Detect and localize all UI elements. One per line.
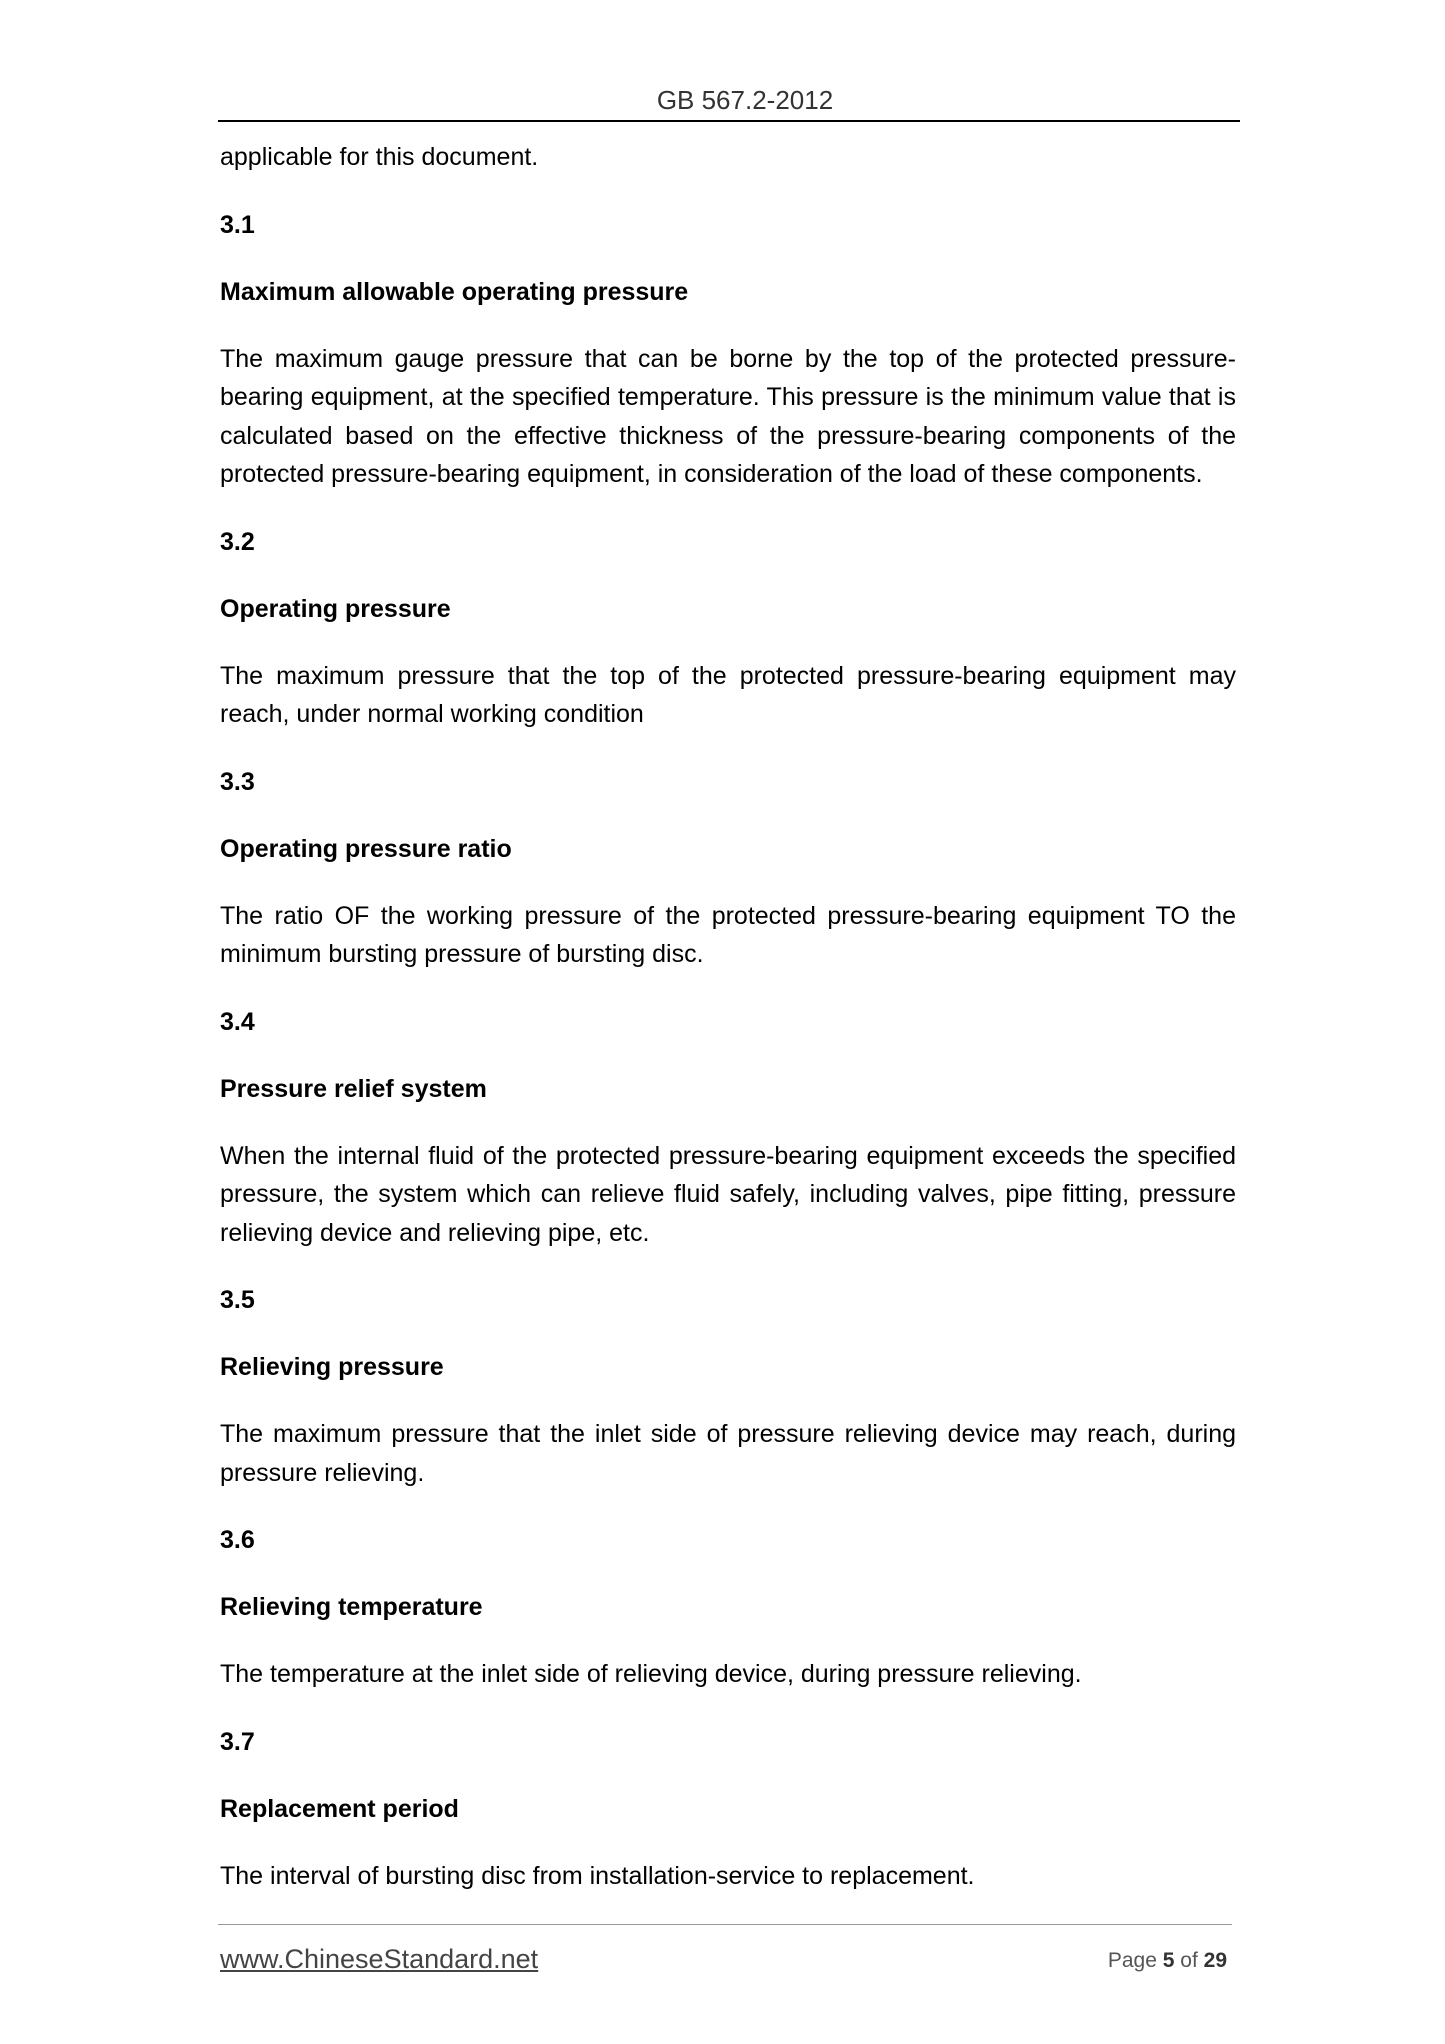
- section-number: 3.5: [220, 1286, 255, 1314]
- section-definition: When the internal fluid of the protected pressure-bearing equipment exceeds the specified pressure, the system which can relieve fluid safely, including valves, pipe fitting, pressure relieving device and relieving pipe, etc.: [220, 1141, 1236, 1247]
- section-term: Replacement period: [220, 1794, 459, 1823]
- section-term: Relieving pressure: [220, 1353, 444, 1381]
- section-number: 3.3: [220, 767, 255, 796]
- section-term: Maximum allowable operating pressure: [220, 277, 689, 306]
- section-definition: The ratio OF the working pressure of the protected pressure-bearing equipment TO the minimum bursting pressure of bursting disc.: [220, 901, 1236, 968]
- page-counter: [1108, 1949, 1227, 1973]
- section-number: 3.2: [220, 527, 255, 556]
- page-header: [218, 84, 1240, 122]
- website-link[interactable]: www.ChineseStandard.net: [220, 1944, 539, 1974]
- page-content: [220, 138, 1236, 1924]
- section-3-3: [220, 763, 1236, 974]
- section-number: 3.6: [220, 1526, 255, 1554]
- section-term: Pressure relief system: [220, 1074, 487, 1103]
- section-definition: The temperature at the inlet side of relieving device, during pressure relieving.: [220, 1660, 1082, 1688]
- intro-text: applicable for this document.: [220, 143, 539, 171]
- section-3-2: [220, 523, 1236, 734]
- section-definition: The interval of bursting disc from installation-service to replacement.: [220, 1861, 975, 1890]
- document-code: GB 567.2-2012: [656, 85, 834, 115]
- section-term: Operating pressure: [220, 594, 451, 623]
- page-of-label: of: [1180, 1949, 1198, 1972]
- footer-divider: [218, 1924, 1232, 1925]
- section-number: 3.7: [220, 1727, 255, 1756]
- section-definition: The maximum pressure that the inlet side of pressure relieving device may reach, during pressure relieving.: [220, 1420, 1236, 1487]
- section-3-7: [220, 1723, 1236, 1896]
- section-3-1: [220, 206, 1236, 494]
- section-3-5: [220, 1281, 1236, 1492]
- section-number: 3.4: [220, 1007, 255, 1036]
- section-3-6: [220, 1521, 1236, 1694]
- section-term: Operating pressure ratio: [220, 834, 512, 863]
- section-3-4: [220, 1003, 1236, 1253]
- section-definition: The maximum gauge pressure that can be borne by the top of the protected pressure-bearing equipment, at the specified temperature. This pressure is the minimum value that is calculated based on the effective thickness of the pressure-bearing components of the protected pressure-bearing equipment, in consideration of the load of these components.: [220, 344, 1236, 488]
- section-number: 3.1: [220, 210, 255, 239]
- section-definition: The maximum pressure that the top of the protected pressure-bearing equipment may reach, under normal working condition: [220, 661, 1236, 728]
- page-current: 5: [1162, 1949, 1175, 1972]
- page-label: Page: [1107, 1949, 1157, 1972]
- page-total: 29: [1203, 1949, 1227, 1972]
- section-term: Relieving temperature: [220, 1593, 483, 1621]
